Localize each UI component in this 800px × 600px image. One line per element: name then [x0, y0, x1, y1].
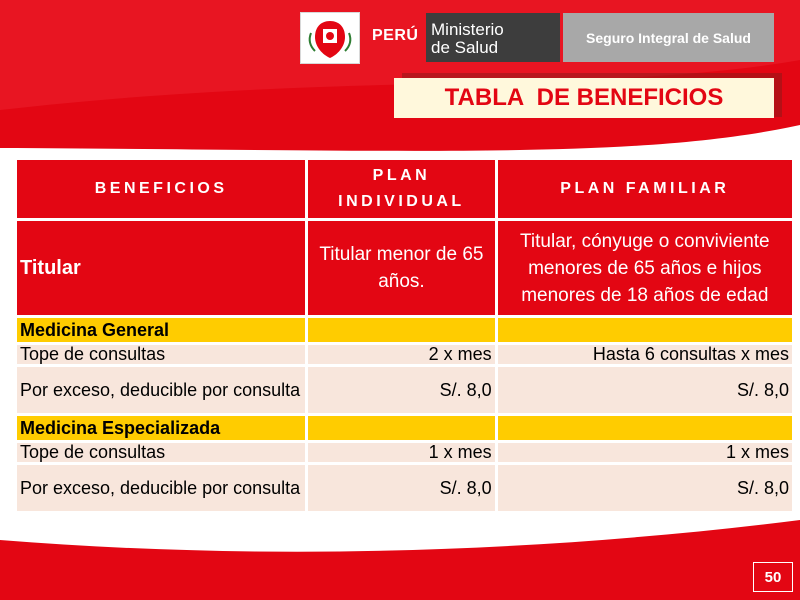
table-row [17, 443, 792, 462]
table-header-row [17, 160, 792, 218]
header-plan-familiar: PLAN FAMILIAR [498, 160, 792, 218]
row-individual-value: S/. 8,0 [308, 367, 494, 413]
header-beneficios: BENEFICIOS [17, 160, 305, 218]
row-familiar-value: S/. 8,0 [498, 465, 792, 511]
ministry-logo [426, 13, 560, 62]
page-title: TABLA DE BENEFICIOS [394, 78, 774, 118]
row-individual-value: 1 x mes [308, 443, 494, 462]
row-familiar-value: Hasta 6 consultas x mes [498, 345, 792, 364]
table-row [17, 367, 792, 413]
ministry-name-line1: Ministerio [431, 20, 504, 39]
section-title: Medicina General [17, 318, 305, 342]
section-row [17, 318, 792, 342]
program-logo: Seguro Integral de Salud [563, 13, 774, 62]
titular-individual: Titular menor de 65 años. [308, 221, 494, 315]
row-label: Tope de consultas [17, 443, 305, 462]
titular-row [17, 221, 792, 315]
row-individual-value: S/. 8,0 [308, 465, 494, 511]
titular-label: Titular [17, 221, 305, 315]
table-row [17, 465, 792, 511]
table-row [17, 345, 792, 364]
section-row [17, 416, 792, 440]
coat-of-arms-logo [300, 12, 360, 64]
row-label: Por exceso, deducible por consulta [17, 465, 305, 511]
header-plan-individual: PLAN INDIVIDUAL [308, 160, 494, 218]
header [0, 0, 800, 70]
page-number-badge: 50 [753, 562, 793, 592]
row-familiar-value: 1 x mes [498, 443, 792, 462]
benefits-table [14, 157, 795, 514]
coat-of-arms-icon [301, 13, 359, 63]
country-label: PERÚ [372, 27, 419, 44]
row-label: Tope de consultas [17, 345, 305, 364]
row-label: Por exceso, deducible por consulta [17, 367, 305, 413]
ministry-name-line2: de Salud [431, 38, 499, 57]
section-blank-cell [498, 318, 792, 342]
row-individual-value: 2 x mes [308, 345, 494, 364]
titular-familiar: Titular, cónyuge o conviviente menores de 65 años e hijos menores de 18 años de edad [498, 221, 792, 315]
section-blank-cell [308, 318, 494, 342]
section-blank-cell [308, 416, 494, 440]
section-blank-cell [498, 416, 792, 440]
row-familiar-value: S/. 8,0 [498, 367, 792, 413]
section-title: Medicina Especializada [17, 416, 305, 440]
